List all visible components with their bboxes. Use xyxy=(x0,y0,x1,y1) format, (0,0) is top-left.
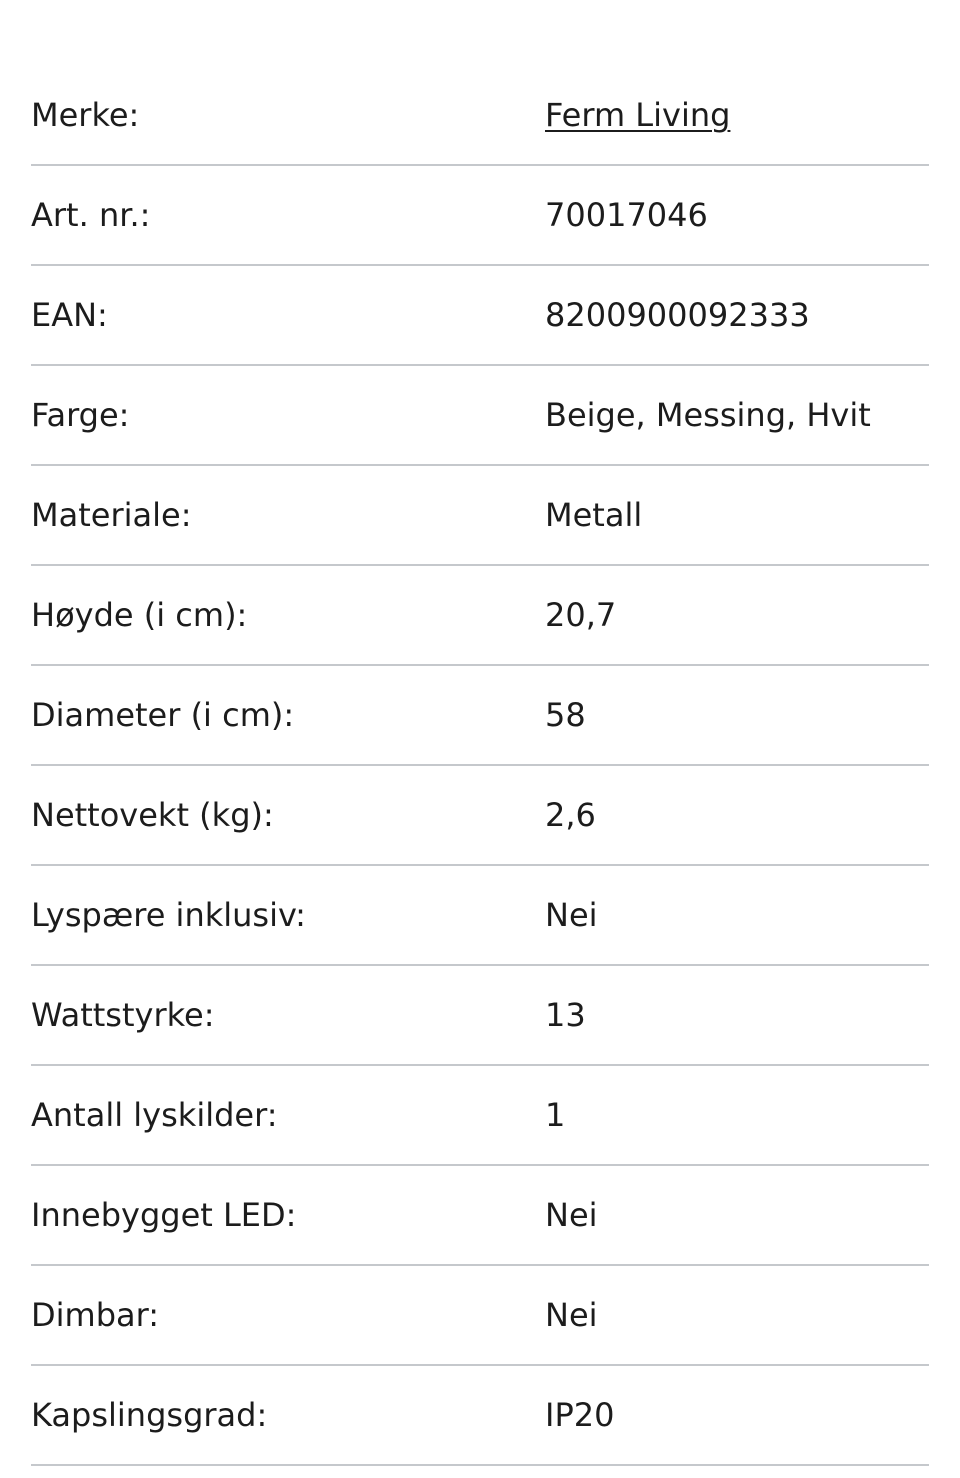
spec-value: 58 xyxy=(545,696,586,734)
spec-value: 20,7 xyxy=(545,596,617,634)
spec-value: Metall xyxy=(545,496,643,534)
spec-label: Materiale: xyxy=(31,496,192,534)
spec-label: Lyspære inklusiv: xyxy=(31,896,306,934)
spec-label: Art. nr.: xyxy=(31,196,151,234)
spec-row-diameter xyxy=(31,666,929,766)
spec-row-net-weight xyxy=(31,766,929,866)
spec-value: IP20 xyxy=(545,1396,615,1434)
spec-label: Høyde (i cm): xyxy=(31,596,248,634)
spec-value: Nei xyxy=(545,896,598,934)
spec-row-brand xyxy=(31,66,929,166)
spec-value: 13 xyxy=(545,996,586,1034)
spec-label: Farge: xyxy=(31,396,130,434)
spec-value: 1 xyxy=(545,1096,566,1134)
spec-row-wattage xyxy=(31,966,929,1066)
spec-label: Antall lyskilder: xyxy=(31,1096,278,1134)
spec-row-material xyxy=(31,466,929,566)
spec-row-light-sources xyxy=(31,1066,929,1166)
spec-row-ip-rating xyxy=(31,1366,929,1466)
spec-label: Wattstyrke: xyxy=(31,996,215,1034)
spec-label: Kapslingsgrad: xyxy=(31,1396,268,1434)
brand-link[interactable]: Ferm Living xyxy=(545,96,731,134)
spec-value: Nei xyxy=(545,1196,598,1234)
spec-value: Beige, Messing, Hvit xyxy=(545,396,871,434)
spec-label: Nettovekt (kg): xyxy=(31,796,274,834)
spec-value: 2,6 xyxy=(545,796,596,834)
spec-row-dimmable xyxy=(31,1266,929,1366)
spec-row-color xyxy=(31,366,929,466)
spec-row-art-nr xyxy=(31,166,929,266)
spec-row-bulb-included xyxy=(31,866,929,966)
spec-row-height xyxy=(31,566,929,666)
spec-value: 70017046 xyxy=(545,196,708,234)
spec-row-ean xyxy=(31,266,929,366)
spec-label: Diameter (i cm): xyxy=(31,696,295,734)
product-specs-table xyxy=(31,66,929,1466)
spec-label: Merke: xyxy=(31,96,140,134)
spec-value: Nei xyxy=(545,1296,598,1334)
spec-label: Dimbar: xyxy=(31,1296,159,1334)
spec-label: Innebygget LED: xyxy=(31,1196,297,1234)
spec-value: 8200900092333 xyxy=(545,296,810,334)
spec-label: EAN: xyxy=(31,296,108,334)
spec-row-built-in-led xyxy=(31,1166,929,1266)
spec-value xyxy=(545,96,929,134)
